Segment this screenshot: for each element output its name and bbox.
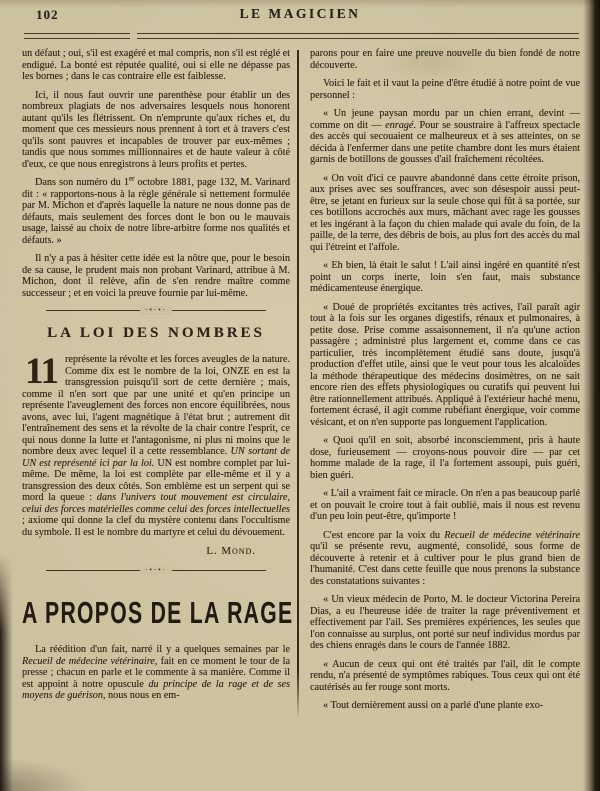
text-segment: un défaut ; oui, s'il est exagéré et mal compris, non s'il est réglé et endigué. La bonté est réputée qualité, oui si elle ne dépasse pas les bornes ; dans le cas contraire elle est faiblesse. <box>22 48 290 82</box>
right-column <box>310 48 580 719</box>
text-segment: Recueil de médecine vétérinaire <box>22 655 155 667</box>
text-segment: « Eh bien, là était le salut ! L'ail ainsi ingéré en quantité n'est point un corps inerte, loin s'en faut, mais substance médicamenteuse énergique. <box>310 260 580 294</box>
law-of-numbers-paragraph <box>22 351 291 538</box>
page-body <box>0 39 600 719</box>
paragraph <box>22 253 290 299</box>
text-segment: parons pour en faire une preuve nouvelle du bien fondé de notre découverte. <box>310 48 580 71</box>
author-signature: L. Mond. <box>206 545 256 557</box>
journal-title: LE MAGICIEN <box>239 6 361 21</box>
page-number: 102 <box>36 7 59 22</box>
text-segment: Dans son numéro du 1 <box>35 177 129 188</box>
text-segment: Ici, il nous faut ouvrir une parenthèse pour établir un des nombreux plagiats de nos adversaires lesquels nous honorent autant qu'ils les flétrissent. On n'emprunte qu'aux riches et, du moment que ces messieurs nous prennent à tort et à travers c'est qu'ils sont pauvres et incapables de trouver par eux-mêmes ; tandis que nous sommes millionnaires et de haute valeur à côté d'eux, ce que nous enregistrons à leurs profits et pertes. <box>22 89 290 170</box>
paragraph <box>22 48 290 83</box>
text-segment: « On voit d'ici ce pauvre abandonné dans cette étroite prison, aux prises avec ses souffrances, avec son désespoir aussi peut-être, se jetant en furieux sur la seule chose qui fût à sa portée, sur ces botillons accrochés aux murs, mâchant avec rage les gousses et les ingérant à la façon du chien malade qui avale du foin, de la paille, de la terre, des débris de bois, au plus fort des accès du mal qui l'étreint et l'affole. <box>310 172 580 253</box>
text-segment: . Pour se soustraire à l'affreux spectacle des accès qui secouaient ce malheureux et à ses atteintes, on se décida à l'enfermer dans une petite chambre dont les murs étaient garnis de botillons de gousses d'ail fraîchement récoltées. <box>310 119 581 165</box>
text-segment: ; axiome qui donne la clef du mystère contenu dans l'occultisme du symbole. Il est le nombre du martyre et celui du dévouement. <box>22 515 290 538</box>
text-segment: « Un vieux médecin de Porto, M. le docteur Victorina Pereira Dias, a eu l'heureuse idée de traiter la rage préventivement et effectivement par l'ail. Ses premières expériences, les seules que l'on connaisse au surplus, ont porté sur neuf individus mordus par des chiens enragés dans le cours de l'année 1882. <box>310 594 580 651</box>
text-segment: octobre 1881, page 132, M. Varinard dit : « rapportons-nous à la règle générale si nettement formulée par M. Michon et d'après laquelle la nature ne nous donne pas de défauts, mais seulement des forces dont le bon ou le mauvais usage, laissé au choix de notre libre-arbitre forme nos qualités et défauts. » <box>22 177 290 246</box>
rage-intro-paragraph <box>22 644 290 702</box>
text-segment: du principe de la rage et de ses moyens de guérison <box>22 678 290 701</box>
text-segment: qu'il se présente revu, augmenté, consolidé, sous forme de découverte à retenir et à cultiver pour le plus grand bien de l'humanité. C'est dans cette feuille que nous prenons la substance des constatations suivantes : <box>310 541 580 587</box>
right-column-paragraphs <box>310 48 580 712</box>
paragraph <box>310 435 580 481</box>
page-header <box>0 0 600 30</box>
text-segment: « Un jeune paysan mordu par un chien errant, devint — comme on dit — <box>310 108 580 131</box>
paragraph <box>310 302 580 429</box>
paragraph <box>310 260 580 295</box>
text-segment: « Quoi qu'il en soit, absorbé inconsciemment, pris à haute dose, furieusement — croyons-nous pouvoir dire — par cet homme malade de la rage, il l'a fortement assoupi, puis guéri, bien guéri. <box>310 435 580 481</box>
text-segment: Il n'y a pas à hésiter cette idée est la nôtre que, pour le besoin de sa cause, le prudent mais non probant Varinard, attribue à M. Michon, dont il relève, afin de s'en rendre maître comme successeur ; et en voici la preuve fournie par lui-même. <box>22 253 290 299</box>
text-segment: Voici le fait et il vaut la peine d'être étudié à notre point de vue personnel : <box>310 78 580 101</box>
paragraph <box>22 174 290 246</box>
column-rule <box>297 50 299 719</box>
text-segment: er <box>128 174 135 183</box>
divider-ornament: ·•·•· <box>140 306 172 315</box>
text-segment: représente la révolte et les forces aveugles de la nature. Comme dix est le nombre de la loi, ONZE en est la transgression puisqu'il sort de cette dernière ; mais, comme il n'en sort que par une unité et qu'en principe un représente l'aveuglement des forces non encore équilibrées, nous avons, avec lui, l'agent magnétique à l'état brut ; autrement dit l'entraînement des sens et la révolte de la chair contre l'esprit, ce qui nous donne la lutte et l'antagonisme, ni plus ni moins que le nombre deux avec lequel il a cette ressemblance. <box>22 354 290 457</box>
paragraph <box>310 173 580 254</box>
text-segment: UN est nombre complet par lui-même. De même, la loi est complète par elle-même et il y a transgression des deux côtés. Son emblème est un serpent qui se mord la queue : <box>22 457 290 503</box>
text-segment: La réédition d'un fait, narré il y a quelques semaines par le <box>35 644 290 655</box>
left-column <box>22 48 294 719</box>
text-segment: , nous nous en em- <box>102 690 180 701</box>
text-segment: « Tout dernièrement aussi on a parlé d'une plante exo- <box>323 700 544 711</box>
article-headline-rage: A PROPOS DE LA RAGE <box>22 595 294 630</box>
paragraph <box>310 78 580 101</box>
text-segment: « Aucun de ceux qui ont été traités par l'ail, dit le compte rendu, n'a présenté de symptômes rabiques. Tous ceux qui ont été cautérisés au fer rouge sont morts. <box>310 658 580 693</box>
paragraph <box>310 530 580 588</box>
dropcap-eleven: 11 <box>25 351 58 392</box>
paragraph <box>310 48 580 71</box>
text-segment: « L'ail a vraiment fait ce miracle. On n'en a pas beaucoup parlé et on pouvait le croire tout à fait oublié, mais il nous est revenu d'un peu loin peut-être, qu'importe ! <box>310 488 580 522</box>
divider-ornament: ·•·•· <box>140 566 172 575</box>
text-segment: enragé <box>385 119 414 131</box>
paragraph <box>310 700 580 712</box>
section-divider <box>46 306 266 315</box>
text-segment: Recueil de médecine vétérinaire <box>444 529 580 541</box>
paragraph <box>310 108 580 166</box>
page-corner-shadow <box>0 757 90 791</box>
paragraph <box>310 594 580 652</box>
section-heading-law-of-numbers: LA LOI DES NOMBRES <box>47 325 265 341</box>
text-segment: dans l'univers tout mouvement est circulaire, celui des forces matérielles comme celui des forces intellectuelles <box>22 492 291 515</box>
text-segment: C'est encore par la voix du <box>323 529 445 541</box>
paragraph <box>310 659 580 694</box>
article-divider <box>46 566 266 575</box>
left-column-paragraphs <box>22 48 290 299</box>
paragraph <box>310 488 580 523</box>
header-rule-right-segment <box>137 33 579 39</box>
text-segment: UN sortant de UN est représenté ici par la loi. <box>22 446 290 469</box>
paragraph <box>22 90 290 171</box>
header-rule-left-segment <box>24 33 130 39</box>
header-rule <box>24 33 579 39</box>
text-segment: « Doué de propriétés excitantes très actives, l'ail paraît agir tout à la fois sur les organes digestifs, rénaux et pulmonaires, à petite dose. Prise comme assaisonnement, il n'a qu'une action passagère ; administré plus largement et, comme dans ce cas particulier, très incomplètement étudié sans doute, jusqu'à production d'effet utile, ainsi que le veut pour tous les alcaloïdes la méthode thérapeutique des médecins dosimètres, on ne sait encore rien des effets physiologiques ou curatifs qui peuvent lui être rationnellement attribués. Appliqué à l'extérieur haché menu, fortement écrasé, il agit comme rubéfiant énergique, voir comme vésicant, et on n'en supporte pas longuement l'application. <box>310 301 580 428</box>
text-segment: , fait en ce moment le tour de la presse ; chacun en parle et le commente à sa manière. Comme il est appoint à notre opuscule <box>22 655 290 690</box>
